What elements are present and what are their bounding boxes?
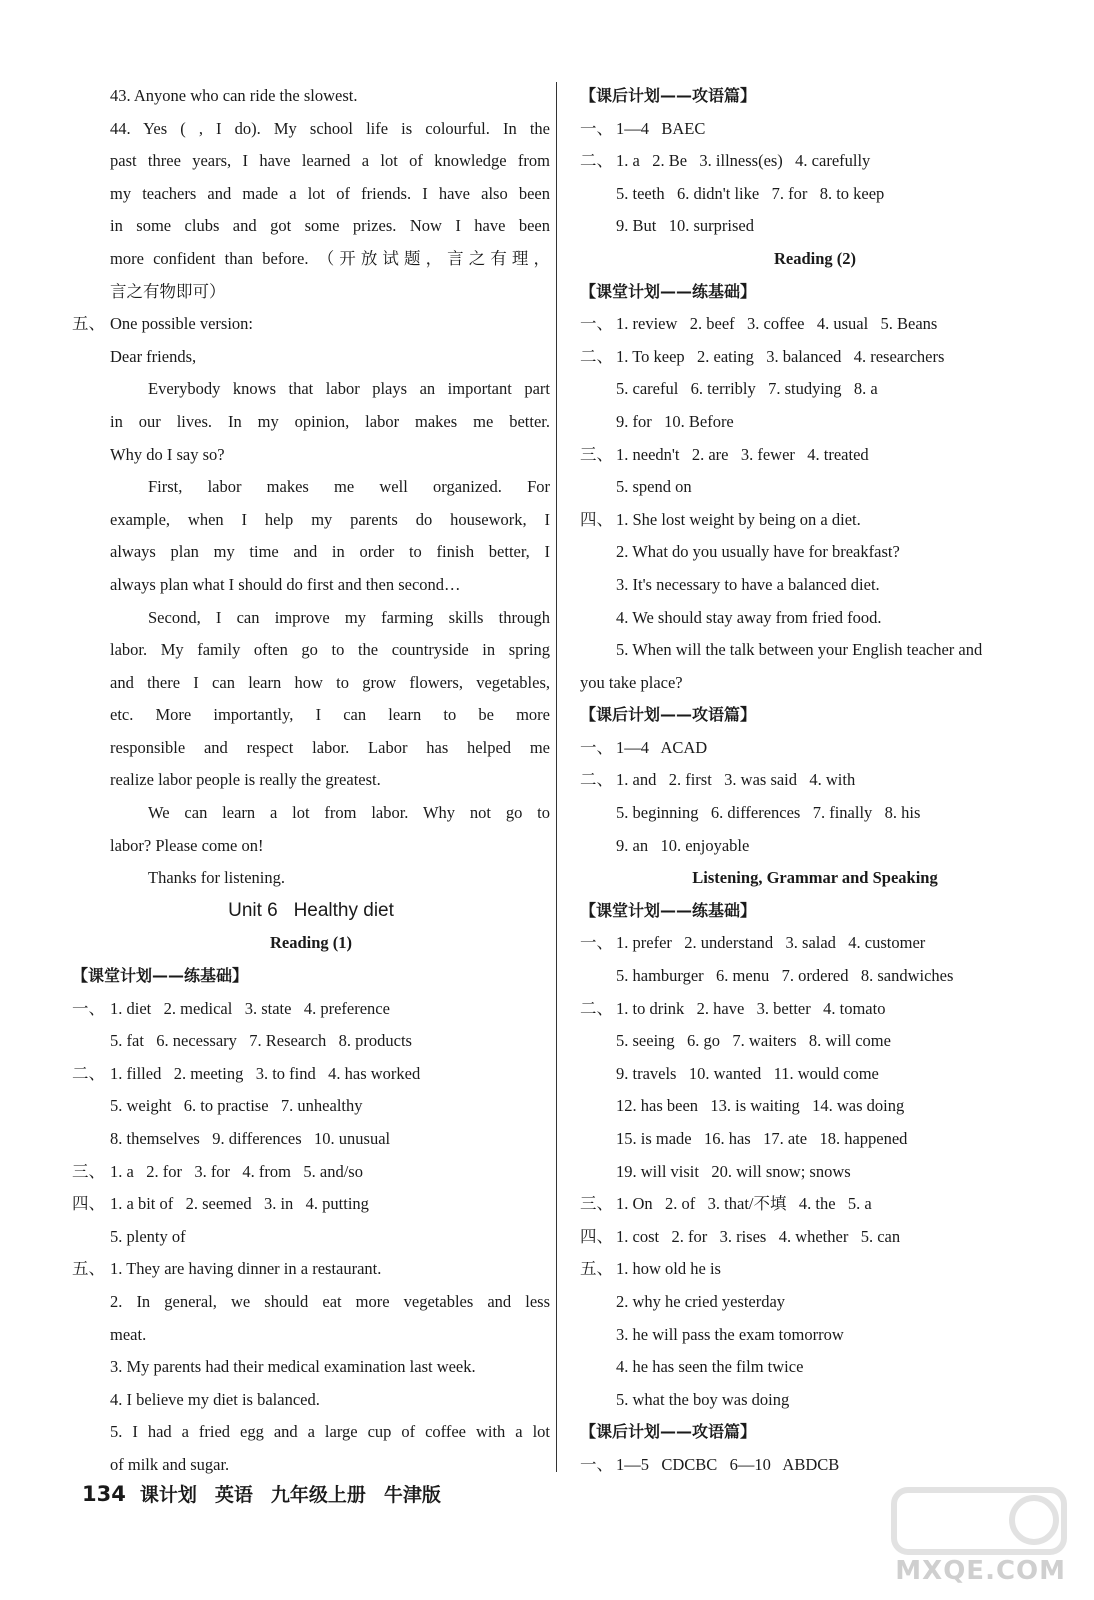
essay-line: always plan my time and in order to finish better, I (110, 542, 550, 562)
page-footer (82, 1480, 441, 1507)
answer-sentence: 4. I believe my diet is balanced. (110, 1389, 320, 1409)
edition-name: 牛津版 (383, 1484, 441, 1506)
section-two-line: 5. careful 6. terribly 7. studying 8. a (616, 379, 878, 399)
answer-sentence: you take place? (580, 672, 683, 692)
section-two-line (580, 145, 1050, 178)
section-two-line: 19. will visit 20. will snow; snows (616, 1161, 851, 1181)
section-two-line: 15. is made 16. has 17. ate 18. happened (616, 1129, 908, 1148)
answer-sentence: 2. why he cried yesterday (616, 1291, 786, 1311)
watermark-text: MXQE.COM (895, 1556, 1066, 1586)
answer-sentence: of milk and sugar. (110, 1454, 230, 1474)
section-two-line (580, 993, 1050, 1026)
answer-sentence: 3. he will pass the exam tomorrow (616, 1324, 844, 1344)
section-marker: 五、 (72, 314, 105, 334)
reading-2-title: Reading (2) (773, 248, 857, 268)
answer-44-line: past three years, I have learned a lot of knowledge from (110, 151, 550, 171)
class-plan-label: 【课堂计划——练基础】 (72, 966, 249, 986)
answers: 1. a bit of 2. seemed 3. in 4. putting (110, 1194, 369, 1214)
left-column (72, 80, 550, 1482)
answer-sentence: 5. what the boy was doing (616, 1389, 790, 1409)
section-two-line: 8. themselves 9. differences 10. unusual (110, 1129, 391, 1148)
section-marker: 一、 (580, 314, 613, 334)
essay-line: First, labor makes me well organized. For (148, 477, 550, 497)
section-four-line (580, 1221, 1050, 1254)
answer-sentence: 1. how old he is (616, 1259, 721, 1279)
essay-line: realize labor people is really the greatest. (110, 770, 381, 790)
essay-line: labor. My family often go to the countryside in spring (110, 640, 550, 660)
answer-44-line: 44. Yes ( , I do). My school life is colourful. In the (110, 118, 550, 138)
section-three-line (580, 1188, 1050, 1221)
answers: 1. a 2. for 3. for 4. from 5. and/so (110, 1161, 363, 1181)
section-two-line (580, 341, 1050, 374)
essay-line: Why do I say so? (110, 444, 225, 464)
answers: 1. to drink 2. have 3. better 4. tomato (616, 998, 886, 1018)
reading-1-title: Reading (1) (269, 933, 353, 953)
class-plan-label: 【课堂计划——练基础】 (580, 281, 757, 301)
answer-sentence: 2. In general, we should eat more vegetables and less (110, 1291, 550, 1311)
section-three-line: 5. spend on (616, 477, 692, 497)
section-five-line (580, 1253, 1050, 1286)
section-four-line: 5. plenty of (110, 1226, 186, 1246)
section-marker: 三、 (72, 1161, 105, 1181)
answer-sentence: 2. What do you usually have for breakfast? (616, 542, 900, 562)
essay-line: labor? Please come on! (110, 835, 264, 855)
answer-sentence: meat. (110, 1324, 147, 1344)
section-marker: 一、 (580, 737, 613, 757)
section-two-line: 9. travels 10. wanted 11. would come (616, 1063, 879, 1083)
answer-sentence: 3. My parents had their medical examination last week. (110, 1357, 476, 1377)
section-marker: 四、 (580, 1226, 613, 1246)
section-marker: 二、 (580, 151, 613, 171)
section-one-line (580, 113, 1050, 146)
section-marker: 五、 (580, 1259, 613, 1279)
answer-sentence: 3. It's necessary to have a balanced diet. (616, 574, 880, 594)
answer-sentence: 4. he has seen the film twice (616, 1357, 804, 1377)
section-four-line (580, 504, 1050, 537)
section-two-line (580, 764, 1050, 797)
after-plan-label: 【课后计划——攻语篇】 (580, 1422, 757, 1442)
answer-sentence: 1. They are having dinner in a restaurant. (110, 1259, 382, 1279)
section-one-line: 5. fat 6. necessary 7. Research 8. products (110, 1031, 412, 1051)
section-two-line: 5. weight 6. to practise 7. unhealthy (110, 1096, 363, 1116)
answers: 1—4 BAEC (616, 118, 706, 138)
section-two-line: 5. teeth 6. didn't like 7. for 8. to keep (616, 183, 885, 203)
section-marker: 二、 (580, 770, 613, 790)
lgs-title: Listening, Grammar and Speaking (692, 868, 938, 888)
section-marker: 二、 (72, 1063, 105, 1083)
essay-line: always plan what I should do first and then second… (110, 574, 461, 594)
section-marker: 一、 (580, 118, 613, 138)
section-three-line (72, 1156, 550, 1189)
section-two-line: 5. seeing 6. go 7. waiters 8. will come (616, 1031, 891, 1051)
grade-name: 九年级上册 (270, 1484, 366, 1506)
answer-sentence: 4. We should stay away from fried food. (616, 607, 882, 627)
answer-sentence: 1. She lost weight by being on a diet. (616, 509, 861, 529)
answer-44-line: in some clubs and got some prizes. Now I have been (110, 216, 550, 236)
answers: 1—4 ACAD (616, 737, 708, 757)
section-marker: 三、 (580, 1194, 613, 1214)
section-marker: 一、 (580, 1454, 613, 1474)
section-one-line (580, 1449, 1050, 1482)
section-marker: 二、 (580, 346, 613, 366)
page-number: 134 (82, 1482, 126, 1506)
answers: 1. On 2. of 3. that/不填 4. the 5. a (616, 1194, 872, 1214)
section-four-line (72, 1188, 550, 1221)
section-marker: 四、 (580, 509, 613, 529)
section-one-line (580, 927, 1050, 960)
section-two-line: 12. has been 13. is waiting 14. was doing (616, 1096, 905, 1116)
essay-greeting: Dear friends, (110, 346, 197, 366)
answers: 1. filled 2. meeting 3. to find 4. has worked (110, 1063, 421, 1083)
section-one-line (580, 732, 1050, 765)
answer-44-line: 言之有物即可） (110, 281, 226, 301)
section-two-line (72, 1058, 550, 1091)
answers: 1. needn't 2. are 3. fewer 4. treated (616, 444, 869, 464)
section-two-line: 9. But 10. surprised (616, 216, 754, 236)
essay-line: in our lives. In my opinion, labor makes me better. (110, 411, 550, 431)
essay-line: example, when I help my parents do housework, I (110, 509, 550, 529)
answers: 1. cost 2. for 3. rises 4. whether 5. can (616, 1226, 901, 1246)
answers: 1. review 2. beef 3. coffee 4. usual 5. Beans (616, 314, 938, 334)
answers: 1. prefer 2. understand 3. salad 4. customer (616, 933, 926, 953)
after-plan-label: 【课后计划——攻语篇】 (580, 86, 757, 105)
answers: 1. and 2. first 3. was said 4. with (616, 770, 856, 790)
section-one-line: 5. hamburger 6. menu 7. ordered 8. sandwiches (616, 966, 954, 986)
section-marker: 一、 (72, 998, 105, 1018)
section-five-line (72, 1253, 550, 1286)
section-marker: 二、 (580, 998, 613, 1018)
essay-line: and there I can learn how to grow flowers, vegetables, (110, 672, 550, 692)
answers: 1. a 2. Be 3. illness(es) 4. carefully (616, 151, 871, 171)
answers: 1. To keep 2. eating 3. balanced 4. researchers (616, 346, 945, 366)
answer-sentence: 5. I had a fried egg and a large cup of coffee with a lot (110, 1422, 550, 1442)
series-name: 课计划 (139, 1484, 197, 1506)
essay-line: responsible and respect labor. Labor has helped me (110, 737, 550, 757)
section-two-line: 9. for 10. Before (616, 411, 734, 431)
section-marker: 四、 (72, 1194, 105, 1214)
section-five-heading (72, 308, 550, 341)
unit-title: Unit 6 Healthy diet (228, 899, 394, 921)
essay-line: etc. More importantly, I can learn to be more (110, 705, 550, 725)
essay-line: Second, I can improve my farming skills through (148, 607, 550, 627)
answer-44-line: my teachers and made a lot of friends. I have also been (110, 183, 550, 203)
class-plan-label: 【课堂计划——练基础】 (580, 900, 757, 920)
answer-43: 43. Anyone who can ride the slowest. (110, 86, 358, 105)
after-plan-label: 【课后计划——攻语篇】 (580, 705, 757, 725)
answer-44-line: more confident than before. （开放试题，言之有理， (110, 248, 550, 268)
right-column (580, 80, 1050, 1482)
section-three-line (580, 439, 1050, 472)
section-marker: 三、 (580, 444, 613, 464)
essay-line: We can learn a lot from labor. Why not go to (148, 803, 550, 823)
essay-closing: Thanks for listening. (148, 868, 286, 888)
section-marker: 一、 (580, 933, 613, 953)
section-two-line: 9. an 10. enjoyable (616, 835, 750, 855)
section-one-line (72, 993, 550, 1026)
subject-name: 英语 (214, 1484, 253, 1506)
answers: 1—5 CDCBC 6—10 ABDCB (616, 1454, 840, 1474)
column-divider (556, 82, 557, 1472)
answer-sentence: 5. When will the talk between your English teacher and (616, 640, 983, 660)
essay-line: Everybody knows that labor plays an important part (148, 379, 550, 399)
section-one-line (580, 308, 1050, 341)
answers: 1. diet 2. medical 3. state 4. preference (110, 998, 390, 1018)
section-title: One possible version: (110, 314, 253, 334)
section-two-line: 5. beginning 6. differences 7. finally 8. his (616, 803, 921, 823)
section-marker: 五、 (72, 1259, 105, 1279)
